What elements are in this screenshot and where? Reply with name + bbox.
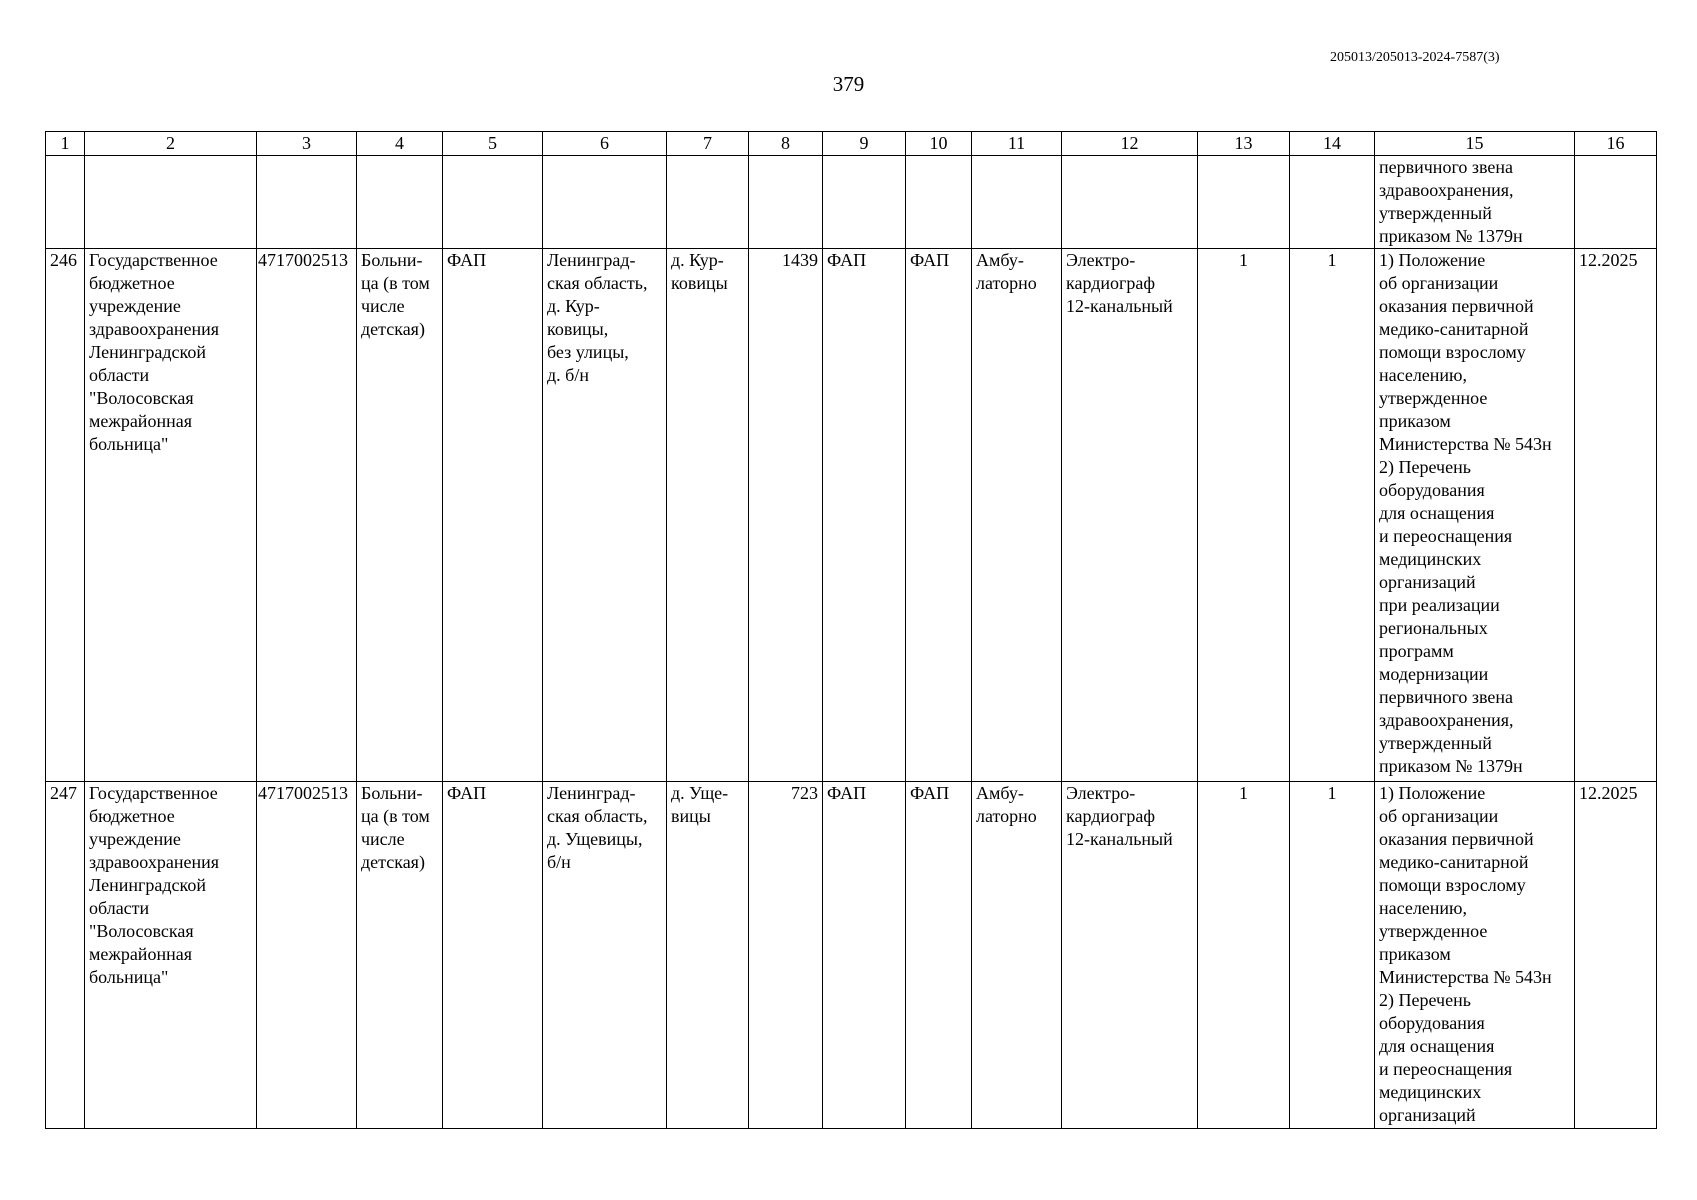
- cell-regulation: первичного звена здравоохранения, утвержденный приказом № 1379н: [1375, 156, 1575, 249]
- table-row: [46, 249, 1657, 782]
- cell-care-form: [972, 156, 1062, 249]
- column-number: 7: [667, 132, 749, 156]
- cell-address: Ленинград- ская область, д. Ущевицы, б/н: [543, 782, 667, 1129]
- cell-organization: [85, 156, 257, 249]
- cell-inn: 4717002513: [257, 782, 357, 1129]
- cell-col10: [906, 156, 972, 249]
- cell-population: 723: [749, 782, 823, 1129]
- cell-regulation: 1) Положение об организации оказания первичной медико-санитарной помощи взрослому населению, утвержденное приказом Министерства № 543н 2) Перечень оборудования для оснащения и переоснащения медицинских организаций: [1375, 782, 1575, 1129]
- cell-facility-type: Больни- ца (в том числе детская): [357, 249, 443, 782]
- page-number: 379: [832, 72, 865, 96]
- cell-unit-type: [443, 156, 543, 249]
- cell-facility-type: [357, 156, 443, 249]
- column-number: 1: [46, 132, 85, 156]
- cell-equipment: Электро- кардиограф 12-канальный: [1062, 249, 1198, 782]
- column-number: 3: [257, 132, 357, 156]
- cell-address: Ленинград- ская область, д. Кур- ковицы, без улицы, д. б/н: [543, 249, 667, 782]
- cell-unit-type: ФАП: [443, 249, 543, 782]
- cell-quantity: 1: [1198, 782, 1290, 1129]
- cell-quantity: [1198, 156, 1290, 249]
- cell-unit-type: ФАП: [443, 782, 543, 1129]
- cell-quantity-2: 1: [1290, 782, 1375, 1129]
- column-number: 14: [1290, 132, 1375, 156]
- column-number: 8: [749, 132, 823, 156]
- cell-quantity: 1: [1198, 249, 1290, 782]
- cell-col9: ФАП: [823, 249, 906, 782]
- column-number: 9: [823, 132, 906, 156]
- column-number: 4: [357, 132, 443, 156]
- column-number: 11: [972, 132, 1062, 156]
- cell-date: 12.2025: [1575, 249, 1657, 782]
- column-number: 15: [1375, 132, 1575, 156]
- cell-row-number: 246: [46, 249, 85, 782]
- cell-locality: д. Кур- ковицы: [667, 249, 749, 782]
- cell-inn: 4717002513: [257, 249, 357, 782]
- cell-inn: [257, 156, 357, 249]
- column-number: 13: [1198, 132, 1290, 156]
- table-row: [46, 156, 1657, 249]
- column-number: 5: [443, 132, 543, 156]
- cell-date: [1575, 156, 1657, 249]
- data-table: [45, 131, 1657, 1129]
- cell-care-form: Амбу- латорно: [972, 782, 1062, 1129]
- column-number: 2: [85, 132, 257, 156]
- cell-col10: ФАП: [906, 249, 972, 782]
- cell-facility-type: Больни- ца (в том числе детская): [357, 782, 443, 1129]
- cell-row-number: 247: [46, 782, 85, 1129]
- cell-regulation: 1) Положение об организации оказания первичной медико-санитарной помощи взрослому населению, утвержденное приказом Министерства № 543н 2) Перечень оборудования для оснащения и переоснащения медицинских организаций при реализации региональных программ модернизации первичного звена здравоохранения, утвержденный приказом № 1379н: [1375, 249, 1575, 782]
- cell-col9: ФАП: [823, 782, 906, 1129]
- column-number: 16: [1575, 132, 1657, 156]
- cell-organization: Государственное бюджетное учреждение здравоохранения Ленинградской области "Волосовская межрайонная больница": [85, 249, 257, 782]
- cell-row-number: [46, 156, 85, 249]
- column-number: 6: [543, 132, 667, 156]
- cell-care-form: Амбу- латорно: [972, 249, 1062, 782]
- cell-population: 1439: [749, 249, 823, 782]
- cell-col10: ФАП: [906, 782, 972, 1129]
- cell-equipment: Электро- кардиограф 12-канальный: [1062, 782, 1198, 1129]
- cell-equipment: [1062, 156, 1198, 249]
- cell-locality: д. Уще- вицы: [667, 782, 749, 1129]
- column-number-row: [46, 132, 1657, 156]
- cell-organization: Государственное бюджетное учреждение здравоохранения Ленинградской области "Волосовская межрайонная больница": [85, 782, 257, 1129]
- table-row: [46, 782, 1657, 1129]
- column-number: 12: [1062, 132, 1198, 156]
- column-number: 10: [906, 132, 972, 156]
- cell-quantity-2: 1: [1290, 249, 1375, 782]
- cell-locality: [667, 156, 749, 249]
- cell-date: 12.2025: [1575, 782, 1657, 1129]
- cell-quantity-2: [1290, 156, 1375, 249]
- cell-address: [543, 156, 667, 249]
- document-id: 205013/205013-2024-7587(3): [1330, 50, 1500, 65]
- cell-col9: [823, 156, 906, 249]
- cell-population: [749, 156, 823, 249]
